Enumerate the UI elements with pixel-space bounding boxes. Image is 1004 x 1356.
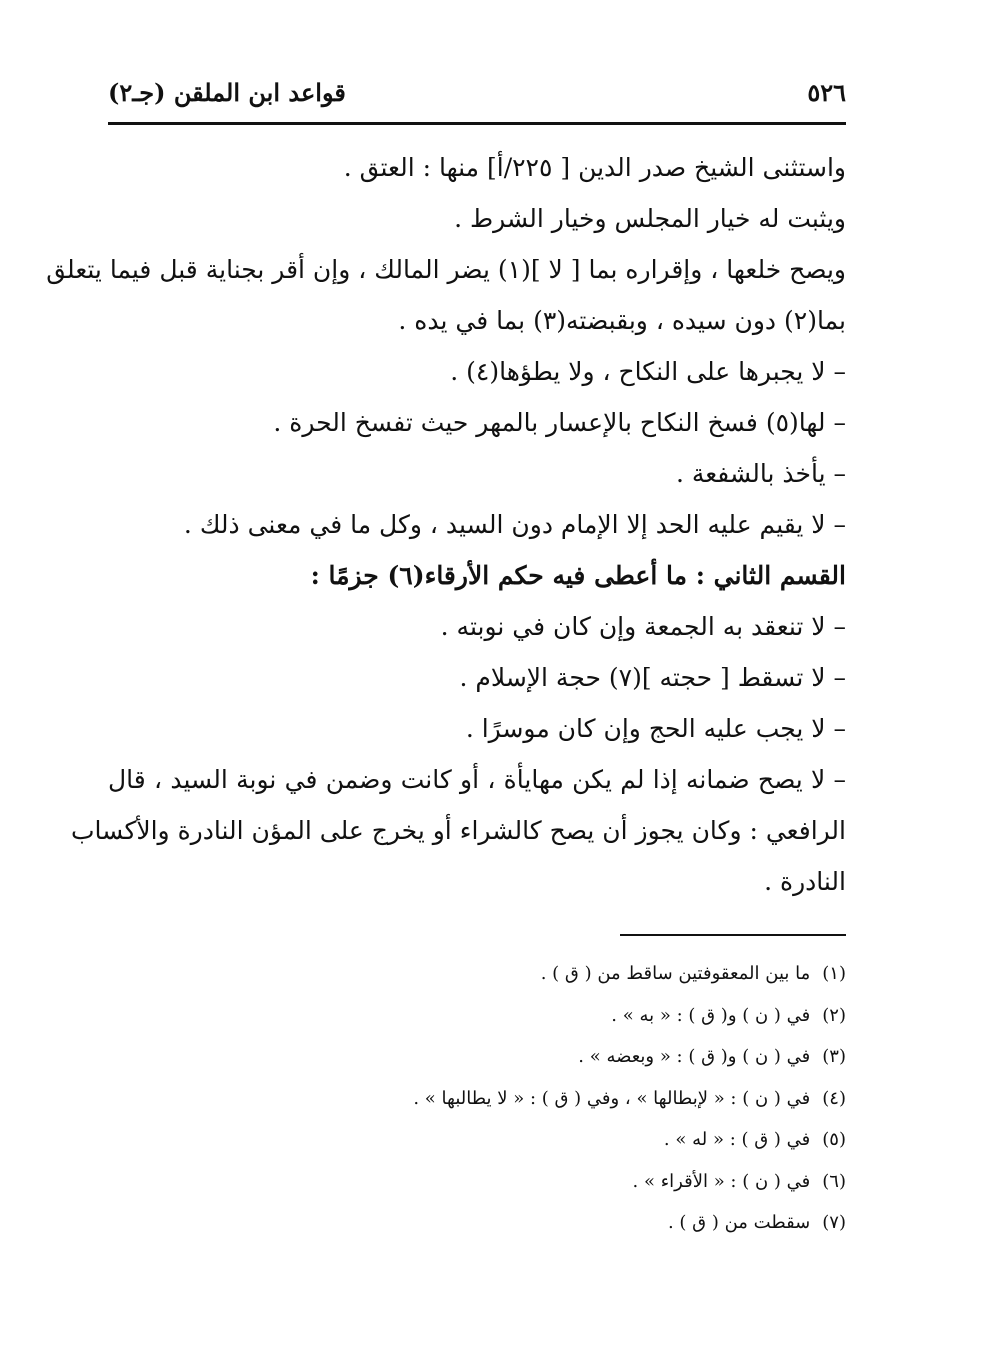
footnote-text: في ( ن ) و( ق ) : « وبعضه » . <box>578 1046 811 1067</box>
text-line: بما(٢) دون سيده ، وبقبضته(٣) بما في يده . <box>398 306 846 335</box>
text-line: – لا يجبرها على النكاح ، ولا يطؤها(٤) . <box>450 357 846 386</box>
footnote <box>108 1078 846 1120</box>
footnote-text: سقطت من ( ق ) . <box>667 1212 811 1233</box>
text-line: – يأخذ بالشفعة . <box>675 459 846 488</box>
footnote <box>108 1202 846 1244</box>
footnote-number: (٥) <box>822 1129 846 1150</box>
footnotes <box>108 953 846 1244</box>
footnote-divider <box>620 934 846 936</box>
text-line: – لا تنعقد به الجمعة وإن كان في نوبته . <box>440 612 846 641</box>
text-line: واستثنى الشيخ صدر الدين [ ٢٢٥/أ] منها : العتق . <box>343 153 846 182</box>
footnote-number: (٣) <box>822 1046 846 1067</box>
text-line: ويثبت له خيار المجلس وخيار الشرط . <box>454 204 846 233</box>
footnote-number: (١) <box>822 963 846 984</box>
text-line: – لا يجب عليه الحج وإن كان موسرًا . <box>465 714 846 743</box>
text-line: – لا تسقط [ حجته ](٧) حجة الإسلام . <box>459 663 846 692</box>
footnote-number: (٦) <box>822 1170 846 1192</box>
footnote <box>108 1119 846 1161</box>
running-title: قواعد ابن الملقن (جـ٢) <box>108 78 346 107</box>
text-line: النادرة . <box>764 867 846 896</box>
footnote <box>108 1036 846 1078</box>
footnote-text: في ( ن ) : « الأقراء » . <box>632 1170 811 1192</box>
footnote-text: في ( ق ) : « له » . <box>663 1129 811 1150</box>
text-line: – لا يصح ضمانه إذا لم يكن مهايأة ، أو كانت وضمن في نوبة السيد ، قال <box>108 765 846 794</box>
footnote-text: في ( ن ) : « لإبطالها » ، وفي ( ق ) : « لا يطالبها » . <box>413 1087 811 1109</box>
footnote <box>108 953 846 995</box>
page-header <box>108 70 846 120</box>
footnote <box>108 995 846 1037</box>
section-heading: القسم الثاني : ما أعطى فيه حكم الأرقاء(٦) جزمًا : <box>310 561 846 590</box>
text-line: ويصح خلعها ، وإقراره بما [ لا ](١) يضر المالك ، وإن أقر بجناية قبل فيما يتعلق <box>46 255 846 284</box>
page-number: ٥٢٦ <box>807 78 846 107</box>
footnote-number: (٤) <box>822 1087 846 1109</box>
text-line: – لا يقيم عليه الحد إلا الإمام دون السيد ، وكل ما في معنى ذلك . <box>183 510 846 539</box>
footnote-text: ما بين المعقوفتين ساقط من ( ق ) . <box>540 963 811 984</box>
footnote-text: في ( ن ) و( ق ) : « به » . <box>611 1004 811 1026</box>
text-line: – لها(٥) فسخ النكاح بالإعسار بالمهر حيث تفسخ الحرة . <box>273 408 846 437</box>
footnote-number: (٢) <box>822 1004 846 1026</box>
header-divider <box>108 122 846 125</box>
text-line: الرافعي : وكان يجوز أن يصح كالشراء أو يخرج على المؤن النادرة والأكساب <box>70 816 846 845</box>
main-text <box>46 142 846 907</box>
footnote <box>108 1161 846 1203</box>
footnote-number: (٧) <box>822 1212 846 1233</box>
